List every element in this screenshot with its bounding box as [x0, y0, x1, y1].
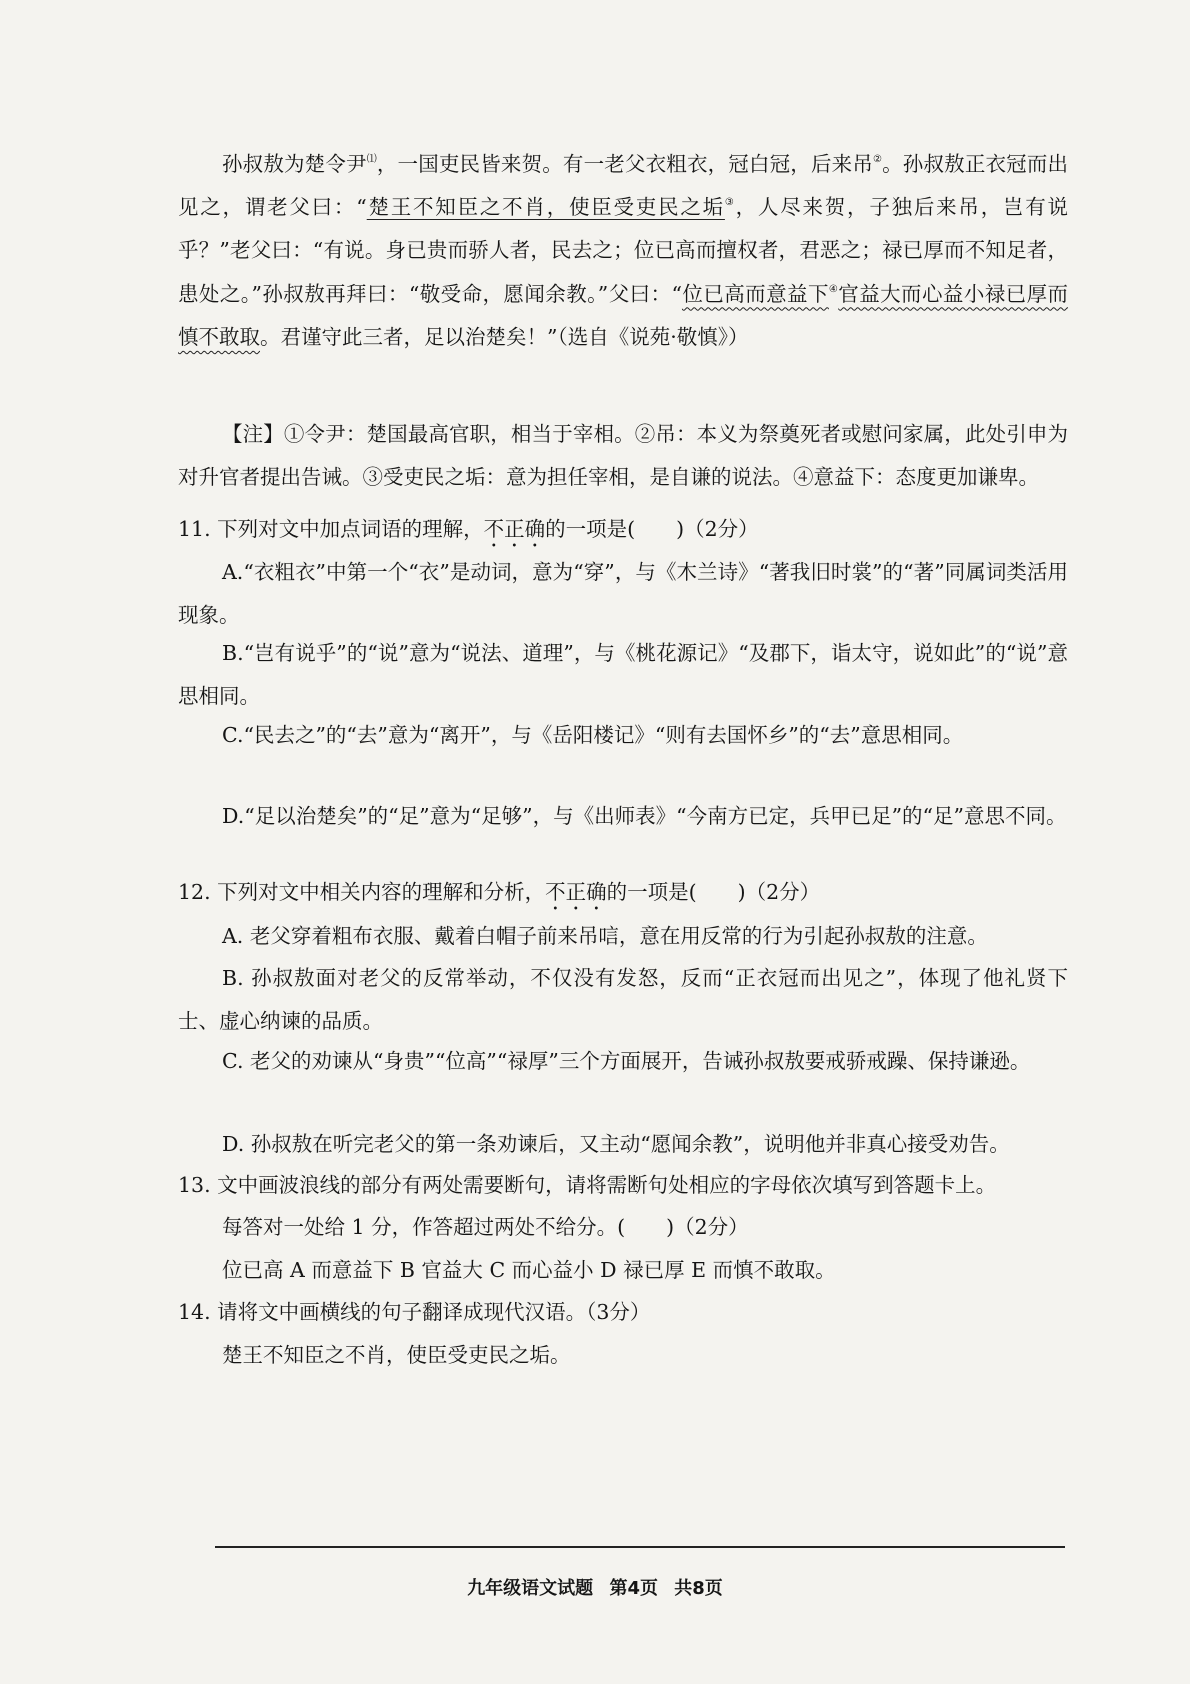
passage-text: ，一国吏民皆来贺。有一老父衣粗衣，冠白冠，后来吊 [376, 152, 873, 176]
emphasized-word: 不正确 [545, 880, 607, 904]
footer-divider [215, 1546, 1065, 1548]
footer-total-pages: 共8页 [674, 1578, 723, 1599]
question-13-scoring: 每答对一处给 1 分，作答超过两处不给分。( )（2分） [222, 1215, 749, 1239]
footer-title: 九年级语文试题 [467, 1578, 594, 1599]
footnote-marker: ② [873, 154, 883, 165]
wavy-underlined-text: 位已高而意益下 [681, 281, 829, 306]
footer-page-number: 第4页 [609, 1578, 658, 1599]
question-12-option-c: C. 老父的劝谏从“身贵”“位高”“禄厚”三个方面展开，告诫孙叔敖要戒骄戒躁、保持谦逊。 [222, 1049, 1031, 1073]
wavy-underlined-text: 官益大而心益小禄已厚而慎不敢取 [178, 281, 1069, 349]
question-12-option-a: A. 老父穿着粗布衣服、戴着白帽子前来吊唁，意在用反常的行为引起孙叔敖的注意。 [222, 924, 988, 948]
question-12-option-b: B. 孙叔敖面对老父的反常举动，不仅没有发怒，反而“正衣冠而出见之”，体现了他礼贤下士、虚心纳谏的品质。 [178, 966, 1068, 1034]
page-footer [0, 1574, 1190, 1600]
question-11-option-d: D.“足以治楚矣”的“足”意为“足够”，与《出师表》“今南方已定，兵甲已足”的“足”意思不同。 [222, 804, 1067, 828]
passage-text: 。孙叔敖正衣冠而出见之，谓老父曰：“ [178, 152, 1069, 220]
question-14-sentence: 楚王不知臣之不肖，使臣受吏民之垢。 [222, 1343, 571, 1367]
footnote-marker: ⑴ [366, 154, 377, 165]
question-11-option-c: C.“民去之”的“去”意为“离开”，与《岳阳楼记》“则有去国怀乡”的“去”意思相同。 [222, 723, 964, 747]
question-text: 的一项是( )（2分） [606, 880, 821, 904]
question-12-option-d: D. 孙叔敖在听完老父的第一条劝谏后，又主动“愿闻余教”，说明他并非真心接受劝告。 [222, 1132, 1010, 1156]
question-text: 12. 下列对文中相关内容的理解和分析， [178, 880, 546, 904]
question-11-option-a: A.“衣粗衣”中第一个“衣”是动词，意为“穿”，与《木兰诗》“著我旧时裳”的“著”同属词类活用现象。 [178, 560, 1068, 628]
emphasized-word: 不正确 [483, 517, 546, 541]
footnote-marker: ④ [828, 283, 839, 295]
passage-text: 。君谨守此三者，足以治楚矣！”（选自《说苑·敬慎》） [260, 324, 749, 349]
question-13-sentence: 位已高 A 而意益下 B 官益大 C 而心益小 D 禄已厚 E 而慎不敢取。 [222, 1258, 836, 1282]
question-text: 的一项是( )（2分） [545, 517, 759, 541]
annotation-note: 【注】①令尹：楚国最高官职，相当于宰相。②吊：本义为祭奠死者或慰问家属，此处引申为对升官者提出告诫。③受吏民之垢：意为担任宰相，是自谦的说法。④意益下：态度更加谦卑。 [178, 422, 1068, 490]
underlined-sentence: 楚王不知臣之不肖，使臣受吏民之垢 [366, 195, 725, 220]
passage-text: 孙叔敖为楚令尹 [222, 152, 367, 176]
footnote-marker: ③ [724, 197, 736, 209]
classical-passage [178, 143, 1068, 359]
question-13-stem: 13. 文中画波浪线的部分有两处需要断句，请将需断句处相应的字母依次填写到答题卡上。 [178, 1173, 997, 1197]
question-text: 11. 下列对文中加点词语的理解， [178, 517, 484, 541]
question-11-option-b: B.“岂有说乎”的“说”意为“说法、道理”，与《桃花源记》“及郡下，诣太守，说如此”的“说”意思相同。 [178, 641, 1068, 709]
question-14-stem: 14. 请将文中画横线的句子翻译成现代汉语。（3分） [178, 1300, 651, 1324]
question-12-stem [178, 871, 1068, 915]
question-11-stem [178, 508, 1068, 552]
passage-text: ，人尽来贺，子独后来吊，岂有说乎？”老父曰：“有说。身已贵而骄人者，民去之；位已高而擅权者，君恶之；禄已厚而不知足者，患处之。”孙叔敖再拜曰：“敬受命，愿闻余教。”父曰：“ [178, 195, 1069, 306]
